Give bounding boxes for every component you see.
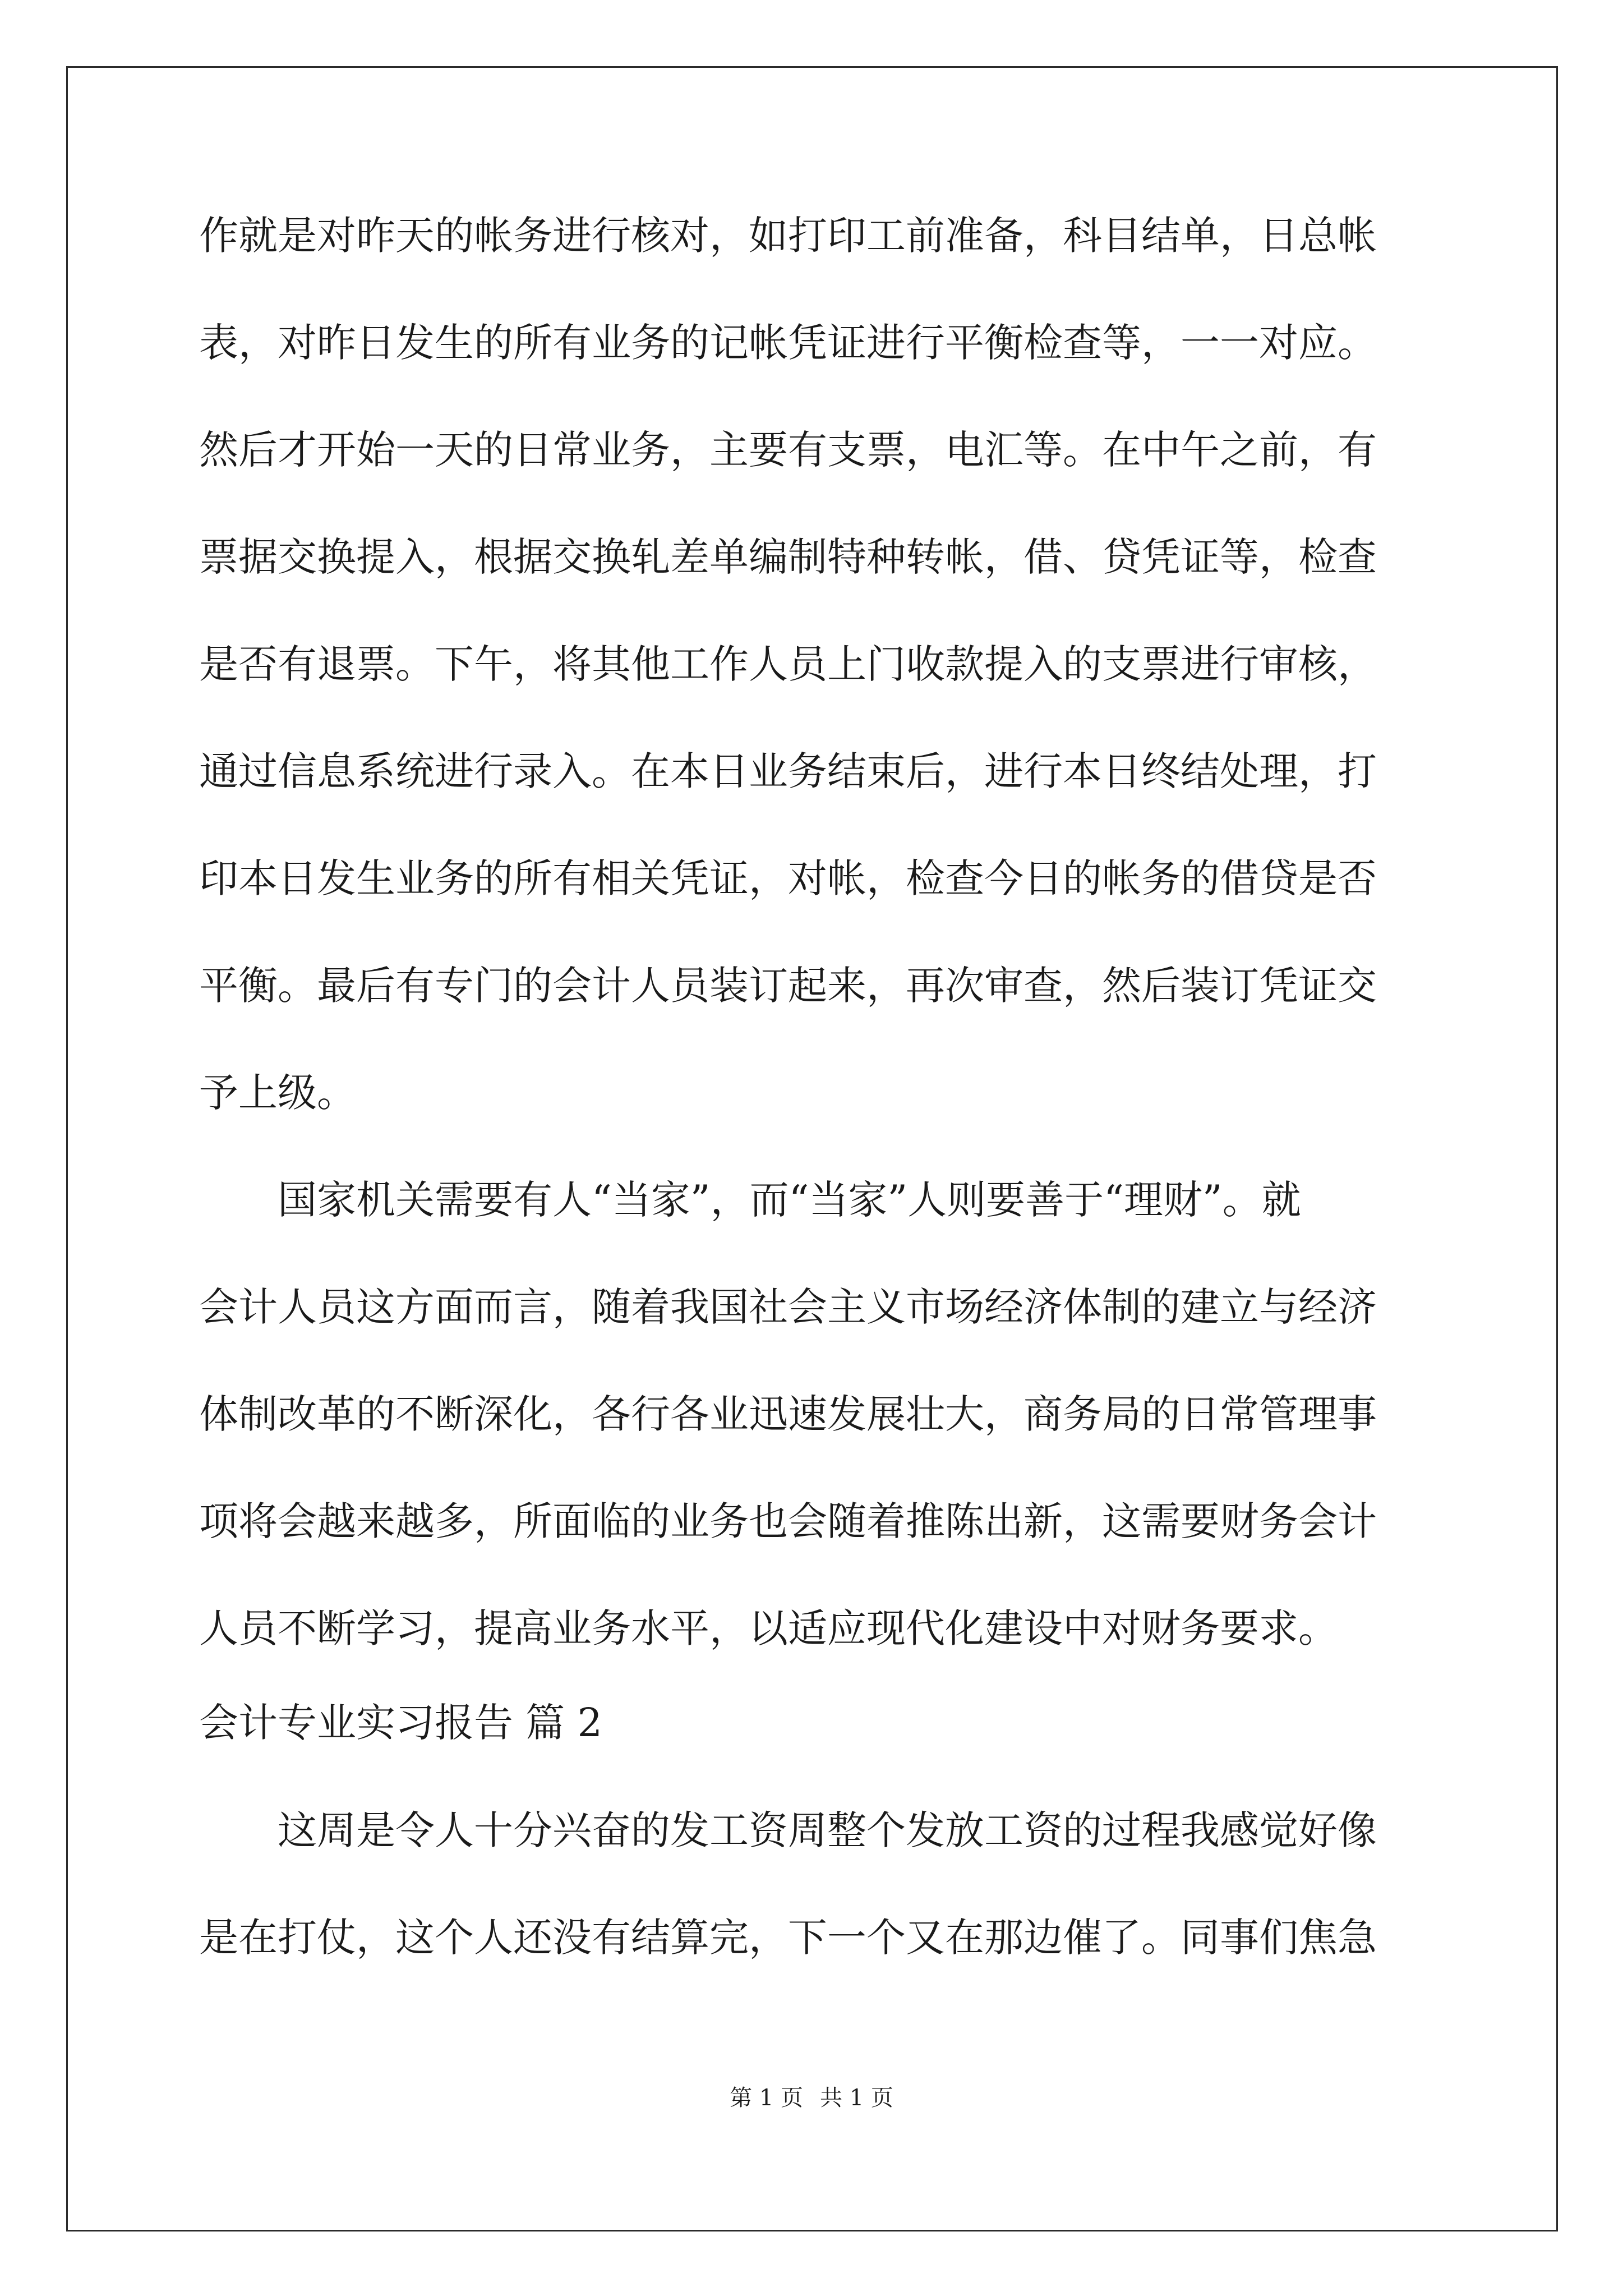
section-heading: 会计专业实习报告 篇 2: [199, 1700, 603, 1746]
text-line: 然后才开始一天的日常业务，主要有支票，电汇等。在中午之前，有: [199, 427, 1377, 473]
text-line: 是在打仗，这个人还没有结算完，下一个又在那边催了。同事们焦急: [199, 1915, 1377, 1961]
page-number-label: 第 1 页: [730, 2085, 803, 2111]
text-line: 会计人员这方面而言，随着我国社会主义市场经济体制的建立与经济: [199, 1284, 1377, 1330]
text-line: 平衡。最后有专门的会计人员装订起来，再次审查，然后装订凭证交: [199, 963, 1377, 1009]
text-line: 人员不断学习，提高业务水平，以适应现代化建设中对财务要求。: [199, 1605, 1338, 1651]
paragraph-first-line: 这周是令人十分兴奋的发工资周整个发放工资的过程我感觉好像: [199, 1807, 1377, 1853]
page-footer: [0, 2087, 1623, 2109]
text-line: 项将会越来越多，所面临的业务也会随着推陈出新，这需要财务会计: [199, 1498, 1377, 1544]
page-total-label: 共 1 页: [820, 2085, 893, 2111]
text-line: 予上级。: [199, 1070, 356, 1116]
text-line: 作就是对昨天的帐务进行核对，如打印工前准备，科目结单，日总帐: [199, 213, 1377, 259]
text-line: 表，对昨日发生的所有业务的记帐凭证进行平衡检查等，一一对应。: [199, 320, 1377, 366]
document-body: [199, 213, 1430, 1961]
text-line: 印本日发生业务的所有相关凭证，对帐，检查今日的帐务的借贷是否: [199, 855, 1377, 901]
text-line: 体制改革的不断深化，各行各业迅速发展壮大，商务局的日常管理事: [199, 1391, 1377, 1437]
text-line: 通过信息系统进行录入。在本日业务结束后，进行本日终结处理，打: [199, 748, 1377, 794]
paragraph-first-line: 国家机关需要有人“当家”，而“当家”人则要善于“理财”。就: [199, 1177, 1301, 1223]
text-line: 票据交换提入，根据交换轧差单编制特种转帐，借、贷凭证等，检查: [199, 534, 1377, 580]
text-line: 是否有退票。下午，将其他工作人员上门收款提入的支票进行审核，: [199, 641, 1377, 687]
